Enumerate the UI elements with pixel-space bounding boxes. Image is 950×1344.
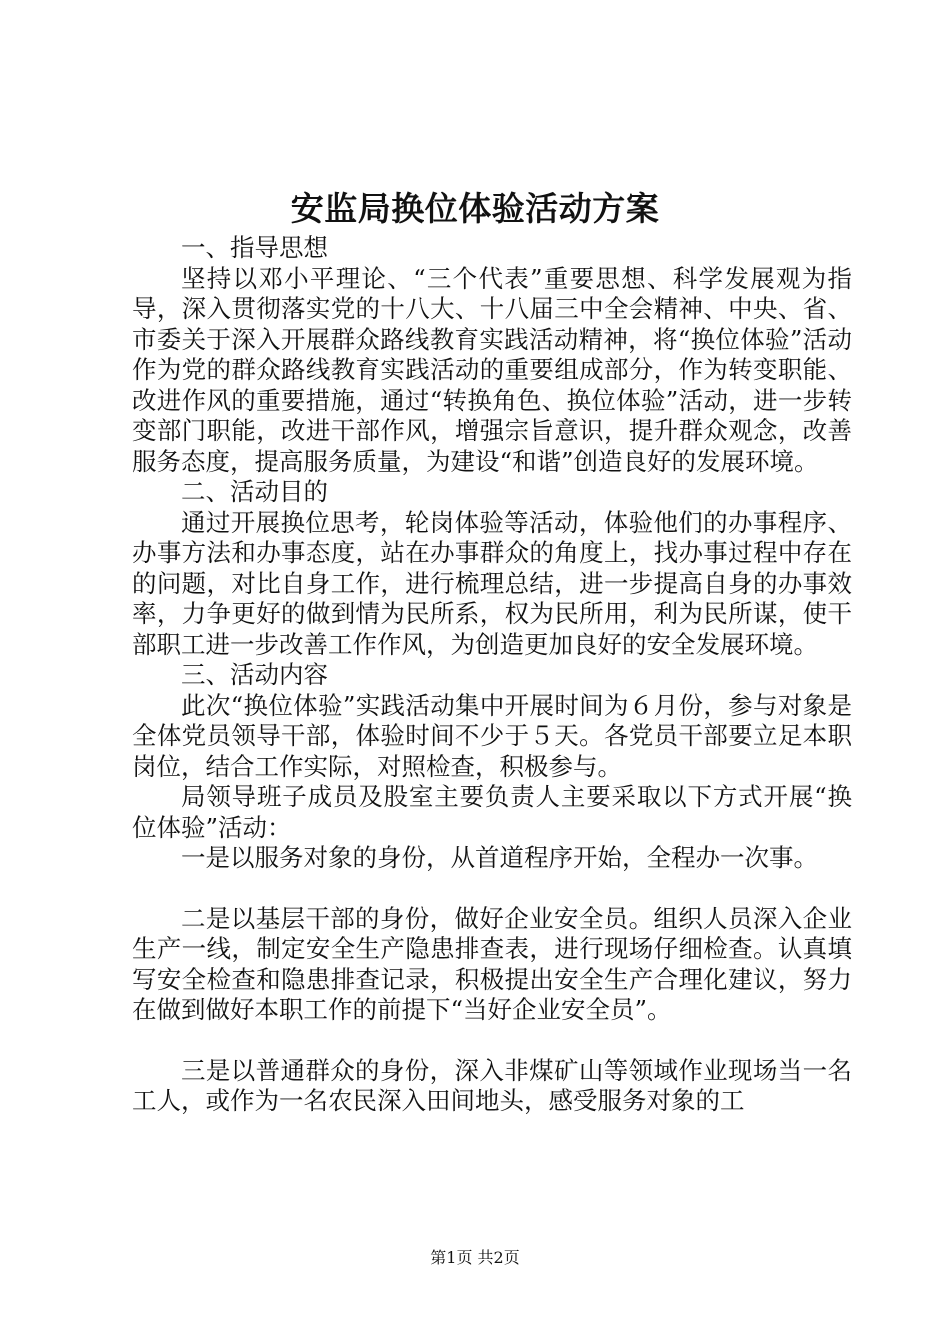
section-heading: 二、活动目的 xyxy=(181,477,328,506)
paragraph: 三是以普通群众的身份，深入非煤矿山等领域作业现场当一名工人，或作为一名农民深入田间地头，感受服务对象的工 xyxy=(132,1055,852,1115)
section-heading: 三、活动内容 xyxy=(181,660,328,689)
paragraph: 通过开展换位思考，轮岗体验等活动，体验他们的办事程序、办事方法和办事态度，站在办事群众的角度上，找办事过程中存在的问题，对比自身工作，进行梳理总结，进一步提高自身的办事效率，力争更好的做到情为民所系，权为民所用，利为民所谋，使干部职工进一步改善工作作风，为创造更加良好的安全发展环境。 xyxy=(132,507,852,659)
document-body xyxy=(132,233,852,1117)
paragraph: 坚持以邓小平理论、“三个代表”重要思想、科学发展观为指导，深入贯彻落实党的十八大、十八届三中全会精神、中央、省、市委关于深入开展群众路线教育实践活动精神，将“换位体验”活动作为党的群众路线教育实践活动的重要组成部分，作为转变职能、改进作风的重要措施，通过“转换角色、换位体验”活动，进一步转变部门职能，改进干部作风，增强宗旨意识，提升群众观念，改善服务态度，提高服务质量，为建设“和谐”创造良好的发展环境。 xyxy=(132,263,852,476)
paragraph: 一是以服务对象的身份，从首道程序开始，全程办一次事。 xyxy=(181,843,818,872)
paragraph: 局领导班子成员及股室主要负责人主要采取以下方式开展“换位体验”活动： xyxy=(132,782,852,842)
section-heading: 一、指导思想 xyxy=(181,233,328,262)
paragraph: 此次“换位体验”实践活动集中开展时间为６月份，参与对象是全体党员领导干部，体验时间不少于５天。各党员干部要立足本职岗位，结合工作实际，对照检查，积极参与。 xyxy=(132,690,852,781)
paragraph: 二是以基层干部的身份，做好企业安全员。组织人员深入企业生产一线，制定安全生产隐患排查表，进行现场仔细检查。认真填写安全检查和隐患排查记录，积极提出安全生产合理化建议，努力在做到做好本职工作的前提下“当好企业安全员”。 xyxy=(132,903,852,1024)
document-title: 安监局换位体验活动方案 xyxy=(290,189,660,228)
page-number-footer: 第1页 共2页 xyxy=(430,1248,520,1267)
